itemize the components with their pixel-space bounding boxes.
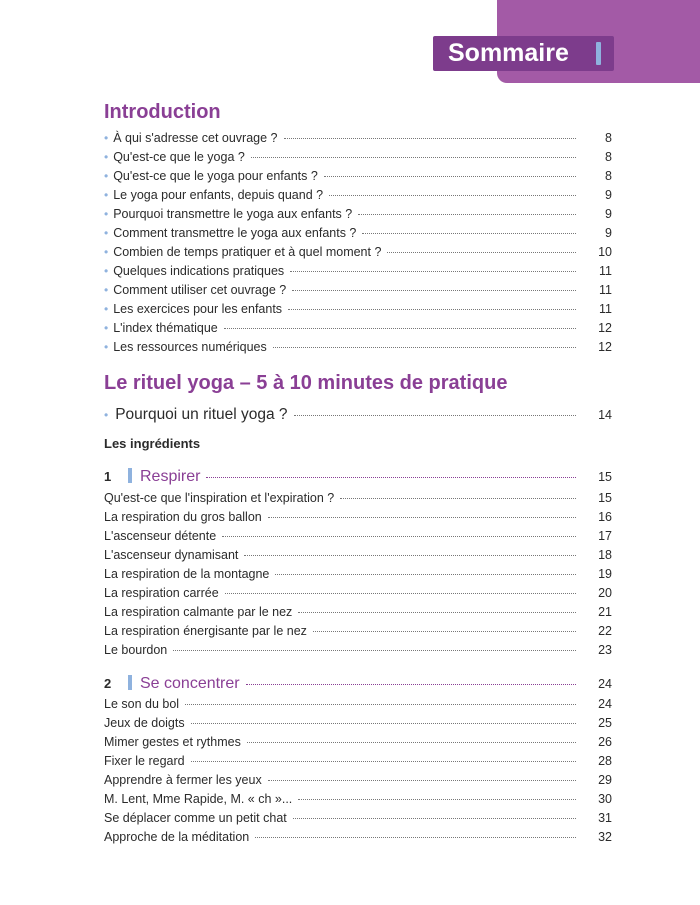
toc-entry[interactable]: L'ascenseur dynamisant 18 xyxy=(104,548,612,562)
toc-entry[interactable]: Approche de la méditation 32 xyxy=(104,830,612,844)
bullet-icon: • xyxy=(104,131,109,145)
dot-leader xyxy=(324,176,576,177)
toc-entry[interactable]: • Comment utiliser cet ouvrage ? 11 xyxy=(104,283,612,297)
page-title: Sommaire xyxy=(448,39,569,67)
toc-entry[interactable]: Apprendre à fermer les yeux 29 xyxy=(104,773,612,787)
dot-leader xyxy=(340,498,576,499)
dot-leader xyxy=(293,818,576,819)
toc-entry[interactable]: Le son du bol 24 xyxy=(104,697,612,711)
dot-leader xyxy=(294,415,576,416)
bullet-icon: • xyxy=(104,321,109,335)
bullet-icon: • xyxy=(104,340,109,354)
introduction-heading: Introduction xyxy=(104,101,221,123)
dot-leader xyxy=(206,477,576,478)
toc-entry[interactable]: La respiration énergisante par le nez 22 xyxy=(104,624,612,638)
toc-entry[interactable]: • Qu'est-ce que le yoga ? 8 xyxy=(104,150,612,164)
dot-leader xyxy=(313,631,576,632)
toc-entry[interactable]: Jeux de doigts 25 xyxy=(104,716,612,730)
toc-entry[interactable]: • Quelques indications pratiques 11 xyxy=(104,264,612,278)
chapter-accent-bar xyxy=(128,675,132,690)
toc-entry[interactable]: • L'index thématique 12 xyxy=(104,321,612,335)
dot-leader xyxy=(191,723,576,724)
dot-leader xyxy=(329,195,576,196)
dot-leader xyxy=(255,837,576,838)
dot-leader xyxy=(290,271,576,272)
toc-entry[interactable]: Qu'est-ce que l'inspiration et l'expiration ? 15 xyxy=(104,491,612,505)
chapter-se-concentrer[interactable]: 2 Se concentrer 24 xyxy=(104,675,612,692)
bullet-icon: • xyxy=(104,245,109,259)
dot-leader xyxy=(191,761,576,762)
dot-leader xyxy=(185,704,576,705)
dot-leader xyxy=(362,233,576,234)
toc-entry[interactable]: • Pourquoi un rituel yoga ? 14 xyxy=(104,406,612,423)
toc-entry[interactable]: Mimer gestes et rythmes 26 xyxy=(104,735,612,749)
toc-entry[interactable]: La respiration de la montagne 19 xyxy=(104,567,612,581)
bullet-icon: • xyxy=(104,150,109,164)
dot-leader xyxy=(358,214,576,215)
dot-leader xyxy=(246,684,576,685)
ingredients-subheading: Les ingrédients xyxy=(104,436,201,451)
bullet-icon: • xyxy=(104,188,109,202)
rituel-heading: Le rituel yoga – 5 à 10 minutes de pratique xyxy=(104,372,508,394)
dot-leader xyxy=(225,593,576,594)
dot-leader xyxy=(173,650,576,651)
dot-leader xyxy=(298,612,576,613)
dot-leader xyxy=(268,517,576,518)
chapter-respirer[interactable]: 1 Respirer 15 xyxy=(104,468,612,485)
toc-entry[interactable]: • Comment transmettre le yoga aux enfants ? 9 xyxy=(104,226,612,240)
toc-entry[interactable]: La respiration calmante par le nez 21 xyxy=(104,605,612,619)
bullet-icon: • xyxy=(104,283,109,297)
dot-leader xyxy=(222,536,576,537)
bullet-icon: • xyxy=(104,408,109,422)
toc-entry[interactable]: Le bourdon 23 xyxy=(104,643,612,657)
toc-entry[interactable]: • Pourquoi transmettre le yoga aux enfants ? 9 xyxy=(104,207,612,221)
dot-leader xyxy=(273,347,576,348)
dot-leader xyxy=(268,780,576,781)
dot-leader xyxy=(247,742,576,743)
bullet-icon: • xyxy=(104,226,109,240)
toc-entry[interactable]: • Qu'est-ce que le yoga pour enfants ? 8 xyxy=(104,169,612,183)
dot-leader xyxy=(298,799,576,800)
dot-leader xyxy=(284,138,577,139)
toc-entry[interactable]: • Le yoga pour enfants, depuis quand ? 9 xyxy=(104,188,612,202)
chapter-accent-bar xyxy=(128,468,132,483)
bullet-icon: • xyxy=(104,302,109,316)
dot-leader xyxy=(275,574,576,575)
dot-leader xyxy=(251,157,576,158)
bullet-icon: • xyxy=(104,207,109,221)
toc-entry[interactable]: M. Lent, Mme Rapide, M. « ch »... 30 xyxy=(104,792,612,806)
dot-leader xyxy=(387,252,576,253)
dot-leader xyxy=(292,290,576,291)
toc-entry[interactable]: L'ascenseur détente 17 xyxy=(104,529,612,543)
toc-entry[interactable]: Fixer le regard 28 xyxy=(104,754,612,768)
toc-entry[interactable]: La respiration carrée 20 xyxy=(104,586,612,600)
bullet-icon: • xyxy=(104,169,109,183)
dot-leader xyxy=(244,555,576,556)
toc-entry[interactable]: • À qui s'adresse cet ouvrage ? 8 xyxy=(104,131,612,145)
toc-entry[interactable]: • Les ressources numériques 12 xyxy=(104,340,612,354)
toc-entry[interactable]: • Combien de temps pratiquer et à quel moment ? 10 xyxy=(104,245,612,259)
toc-entry[interactable]: Se déplacer comme un petit chat 31 xyxy=(104,811,612,825)
title-accent-bar xyxy=(596,42,601,65)
toc-entry[interactable]: • Les exercices pour les enfants 11 xyxy=(104,302,612,316)
dot-leader xyxy=(288,309,576,310)
dot-leader xyxy=(224,328,576,329)
bullet-icon: • xyxy=(104,264,109,278)
toc-entry[interactable]: La respiration du gros ballon 16 xyxy=(104,510,612,524)
